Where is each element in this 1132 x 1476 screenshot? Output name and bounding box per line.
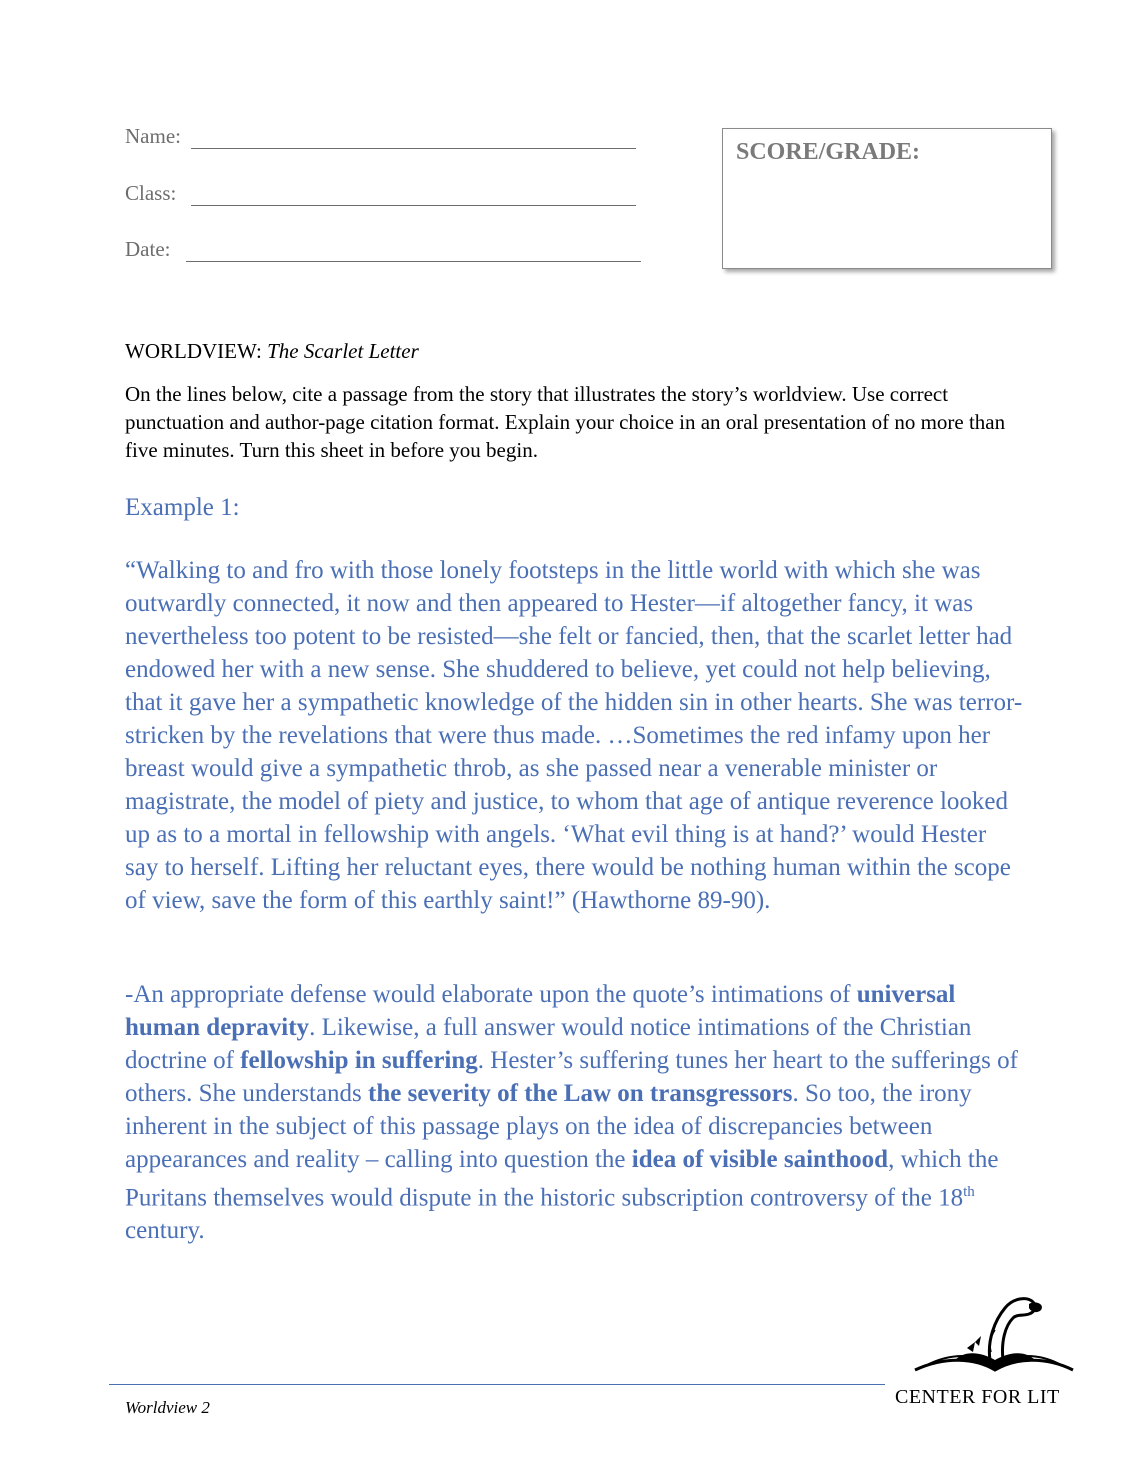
center-for-lit-logo (895, 1290, 1075, 1410)
heading-title: The Scarlet Letter (267, 339, 419, 363)
worksheet-heading (125, 339, 419, 364)
key-term-universal-depravity: universal human depravity (125, 981, 956, 1041)
example-label: Example 1: (125, 494, 240, 521)
name-field[interactable] (191, 148, 636, 149)
score-grade-label: SCORE/GRADE: (736, 139, 921, 165)
analysis-text-4: . So too, the irony inherent in the subject of this passage plays on the idea of discrepancies between appearances and reality – calling into question the (125, 1080, 972, 1173)
class-field[interactable] (191, 205, 636, 206)
logo-text: CENTER FOR LIT (895, 1386, 1060, 1408)
name-label: Name: (125, 124, 181, 148)
footer-label: Worldview 2 (125, 1398, 210, 1417)
footer-rule (109, 1384, 885, 1385)
score-grade-box[interactable] (722, 128, 1052, 269)
heading-prefix: WORLDVIEW: (125, 339, 268, 363)
analysis-text-2: . Likewise, a full answer would notice intimations of the Christian doctrine of (125, 1014, 972, 1074)
quote-passage: “Walking to and fro with those lonely footsteps in the little world with which she was outwardly connected, it now and then appeared to Hester—if altogether fancy, it was nevertheless too potent to be resisted—she felt or fancied, then, that the scarlet letter had endowed her with a new sense. She shuddered to believe, yet could not help believing, that it gave her a sympathetic knowledge of the hidden sin in other hearts. She was terror-stricken by the revelations that were thus made. …Sometimes the red infamy upon her breast would give a sympathetic throb, as she passed near a venerable minister or magistrate, the model of piety and justice, to whom that age of antique reverence looked up as to a mortal in fellowship with angels. ‘What evil thing is at hand?’ would Hester say to herself. Lifting her reluctant eyes, there would be nothing human within the scope of view, save the form of this earthly saint!” (Hawthorne 89-90). (125, 557, 1023, 914)
analysis-text-6: century. (125, 1217, 205, 1245)
analysis-text-5: , which the Puritans themselves would dispute in the historic subscription controversy of the 18 (125, 1146, 999, 1212)
instructions: On the lines below, cite a passage from the story that illustrates the story’s worldview. Use correct punctuation and author-page citation format. Explain your choice in an oral presentation of no more than five minutes. Turn this sheet in before you begin. (125, 382, 1006, 462)
date-field[interactable] (186, 261, 641, 262)
analysis-text-1: -An appropriate defense would elaborate upon the quote’s intimations of (125, 981, 857, 1008)
key-term-fellowship-suffering: fellowship in suffering (240, 1047, 478, 1074)
analysis-paragraph (125, 978, 1025, 1247)
key-term-severity-of-law: the severity of the Law on transgressors (368, 1080, 793, 1107)
analysis-text-3: . Hester’s suffering tunes her heart to the sufferings of others. She understands (125, 1047, 1018, 1107)
key-term-visible-sainthood: idea of visible sainthood (631, 1146, 889, 1173)
pelican-book-icon (895, 1290, 1075, 1382)
class-label: Class: (125, 181, 177, 205)
date-label: Date: (125, 237, 171, 261)
superscript-th: th (963, 1184, 975, 1200)
